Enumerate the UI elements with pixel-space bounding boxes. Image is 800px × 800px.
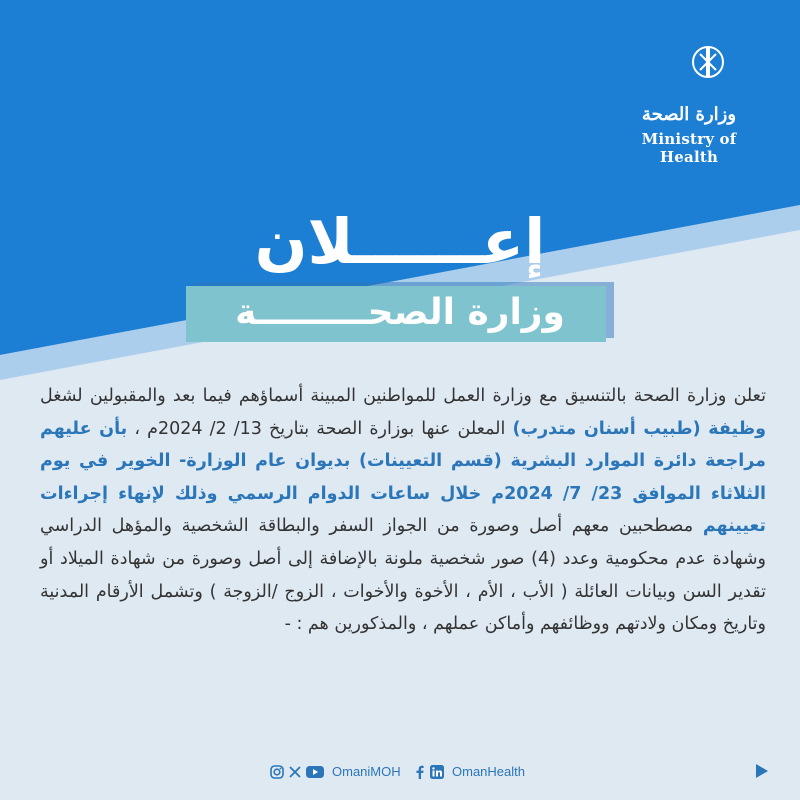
instructions-highlight: بأن عليهم مراجعة دائرة الموارد البشرية (قسم التعيينات) بديوان عام الوزارة- الخوير في يوم الثلاثاء الموافق 23/ 7/ 2024م خلال ساعات الدوام الرسمي وذلك لإنهاء إجراءات تعيينهم xyxy=(40,418,767,537)
social-handle-group-1 xyxy=(270,764,401,779)
x-icon[interactable] xyxy=(288,765,302,779)
announcement-body xyxy=(40,380,766,641)
social-handle-omanimoh[interactable]: OmaniMOH xyxy=(332,764,401,779)
social-handle-omanhealth[interactable]: OmanHealth xyxy=(452,764,525,779)
body-text-2: المعلن عنها بوزارة الصحة بتاريخ 13/ 2/ 2024م ، xyxy=(134,418,506,439)
linkedin-icon[interactable] xyxy=(430,765,444,779)
logo-english-text: Ministry of Health xyxy=(641,130,737,166)
banner-text: وزارة الصحـــــــــة xyxy=(235,292,565,333)
announcement-title: إعــــــلان xyxy=(254,205,546,278)
play-icon[interactable] xyxy=(756,764,768,778)
logo-arabic-text: وزارة الصحة xyxy=(641,104,737,125)
instagram-icon[interactable] xyxy=(270,765,284,779)
body-text-3: مصطحبين معهم أصل وصورة من الجواز السفر والبطاقة الشخصية والمؤهل الدراسي وشهادة عدم محكومية وعدد (4) صور شخصية ملونة بالإضافة إلى أصل وصورة من شهادة الميلاد أو تقدير السن وبيانات العائلة ( الأب ، الأم ، الأخوة والأخوات ، الزوج /الزوجة ) وتشمل الأرقام المدنية وتاريخ ومكان ولادتهم ووظائفهم وأماكن عملهم ، والمذكورين هم : - xyxy=(40,516,766,635)
ministry-logo-icon xyxy=(650,28,750,108)
job-title-highlight: وظيفة (طبيب أسنان متدرب) xyxy=(512,418,766,439)
youtube-icon[interactable] xyxy=(306,765,324,779)
body-text-1: تعلن وزارة الصحة بالتنسيق مع وزارة العمل للمواطنين المبينة أسماؤهم فيما بعد والمقبولين لشغل xyxy=(40,386,766,406)
facebook-icon[interactable] xyxy=(414,765,426,779)
social-handle-group-2 xyxy=(414,764,525,779)
